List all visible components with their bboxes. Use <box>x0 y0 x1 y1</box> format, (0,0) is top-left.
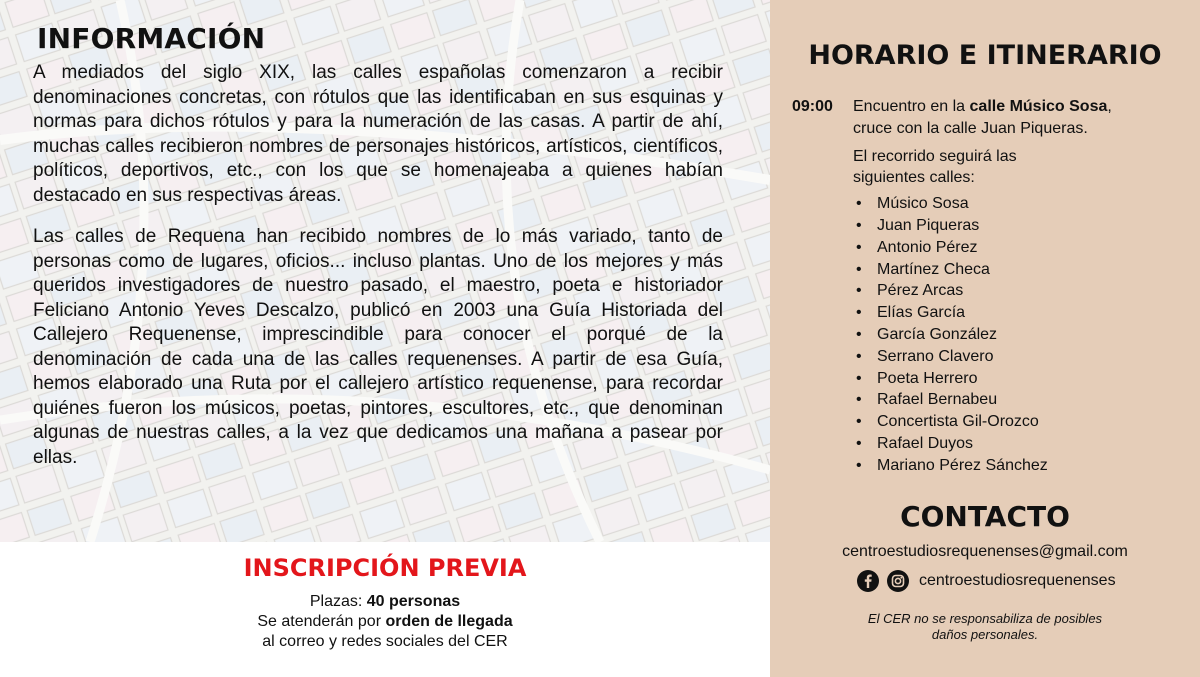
street-name: Juan Piqueras <box>877 216 980 234</box>
list-item <box>853 193 1192 215</box>
bullet-icon: • <box>856 260 862 278</box>
street-name: Músico Sosa <box>877 195 969 213</box>
bullet-icon: • <box>856 456 862 474</box>
registration-order <box>0 612 770 632</box>
bullet-icon: • <box>856 195 862 213</box>
registration-channels: al correo y redes sociales del CER <box>262 633 508 650</box>
street-name: Poeta Herrero <box>877 369 978 387</box>
list-item <box>853 346 1192 368</box>
places-value: 40 personas <box>366 593 461 610</box>
bullet-icon: • <box>856 304 862 322</box>
bullet-icon: • <box>856 282 862 300</box>
bullet-icon: • <box>856 434 862 452</box>
information-paragraph-1: A mediados del siglo XIX, las calles españolas comenzaron a recibir denominaciones concretas, con rótulos que las identificaban en sus esquinas y normas para dichos rótulos y para la numeración de las casas. A partir de ahí, muchas calles recibieron nombres de personajes históricos, artísticos, científicos, políticos, deportivos, etc., con los que se homenajeaba a quienes habían destacado en sus respectivas áreas. <box>33 62 723 206</box>
schedule-title: HORARIO E ITINERARIO <box>808 40 1162 71</box>
list-item <box>853 368 1192 390</box>
meeting-suffix: , <box>1107 98 1112 115</box>
street-name: García González <box>877 325 998 343</box>
instagram-icon[interactable] <box>887 570 909 592</box>
order-bold: orden de llegada <box>385 613 513 630</box>
information-paragraph-2: Las calles de Requena han recibido nombres de lo más variado, tanto de personas como de lugares, oficios... incluso plantas. Uno de los mejores y más queridos investigadores de nuestro pasado, el maestro, poeta e historiador Feliciano Antonio Yeves Descalzo, publicó en 2003 una Guía Historiada del Callejero Requenense, imprescindible para conocer el porqué de la denominación de cada una de las calles requenenses. A partir de esa Guía, hemos elaborado una Ruta por el callejero artístico requenense, para recordar quiénes fueron los músicos, poetas, pintores, escultores, etc., que denominan algunas de nuestras calles, a la vez que dedicamos una mañana a pasear por ellas. <box>33 226 723 468</box>
street-name: Martínez Checa <box>877 260 990 278</box>
bullet-icon: • <box>856 347 862 365</box>
order-prefix: Se atenderán por <box>257 613 386 630</box>
list-item <box>853 455 1192 477</box>
route-intro: El recorrido seguirá las siguientes calles: <box>853 147 1017 187</box>
meeting-time: 09:00 <box>792 98 833 115</box>
list-item <box>853 324 1192 346</box>
itinerary-text <box>853 96 1192 477</box>
street-name: Rafael Bernabeu <box>877 391 998 409</box>
list-item <box>853 280 1192 302</box>
disclaimer-text: El CER no se responsabiliza de posibles daños personales. <box>867 611 1103 642</box>
street-list <box>853 193 1192 476</box>
facebook-icon[interactable] <box>857 570 879 592</box>
street-name: Mariano Pérez Sánchez <box>877 456 1048 474</box>
street-name: Antonio Pérez <box>877 238 978 256</box>
list-item <box>853 259 1192 281</box>
list-item <box>853 411 1192 433</box>
bullet-icon: • <box>856 216 862 234</box>
registration-places <box>0 592 770 612</box>
list-item <box>853 237 1192 259</box>
facebook-glyph <box>857 570 879 592</box>
meeting-street: calle Músico Sosa <box>969 98 1108 115</box>
street-name: Rafael Duyos <box>877 434 974 452</box>
social-handle[interactable]: centroestudiosrequenenses <box>919 572 1116 589</box>
bullet-icon: • <box>856 391 862 409</box>
list-item <box>853 389 1192 411</box>
list-item <box>853 215 1192 237</box>
schedule-panel <box>770 0 1200 677</box>
street-name: Pérez Arcas <box>877 282 964 300</box>
meeting-prefix: Encuentro en la <box>853 98 970 115</box>
list-item <box>853 433 1192 455</box>
bullet-icon: • <box>856 238 862 256</box>
street-name: Elías García <box>877 304 966 322</box>
places-label: Plazas: <box>309 593 367 610</box>
information-section <box>33 22 723 470</box>
disclaimer <box>770 611 1200 643</box>
bullet-icon: • <box>856 325 862 343</box>
instagram-glyph <box>887 570 909 592</box>
list-item <box>853 302 1192 324</box>
social-links <box>857 569 1116 593</box>
information-title: INFORMACIÓN <box>37 22 266 55</box>
registration-title: INSCRIPCIÓN PREVIA <box>243 554 527 582</box>
schedule-itinerary <box>792 96 1192 477</box>
registration-section <box>0 542 770 677</box>
contact-email[interactable]: centroestudiosrequenenses@gmail.com <box>842 543 1128 560</box>
meeting-crossing: cruce con la calle Juan Piqueras. <box>853 119 1088 137</box>
street-name: Concertista Gil-Orozco <box>877 413 1039 431</box>
contact-title: CONTACTO <box>900 500 1070 533</box>
meeting-point <box>853 96 1192 140</box>
bullet-icon: • <box>856 369 862 387</box>
bullet-icon: • <box>856 413 862 431</box>
street-name: Serrano Clavero <box>877 347 994 365</box>
